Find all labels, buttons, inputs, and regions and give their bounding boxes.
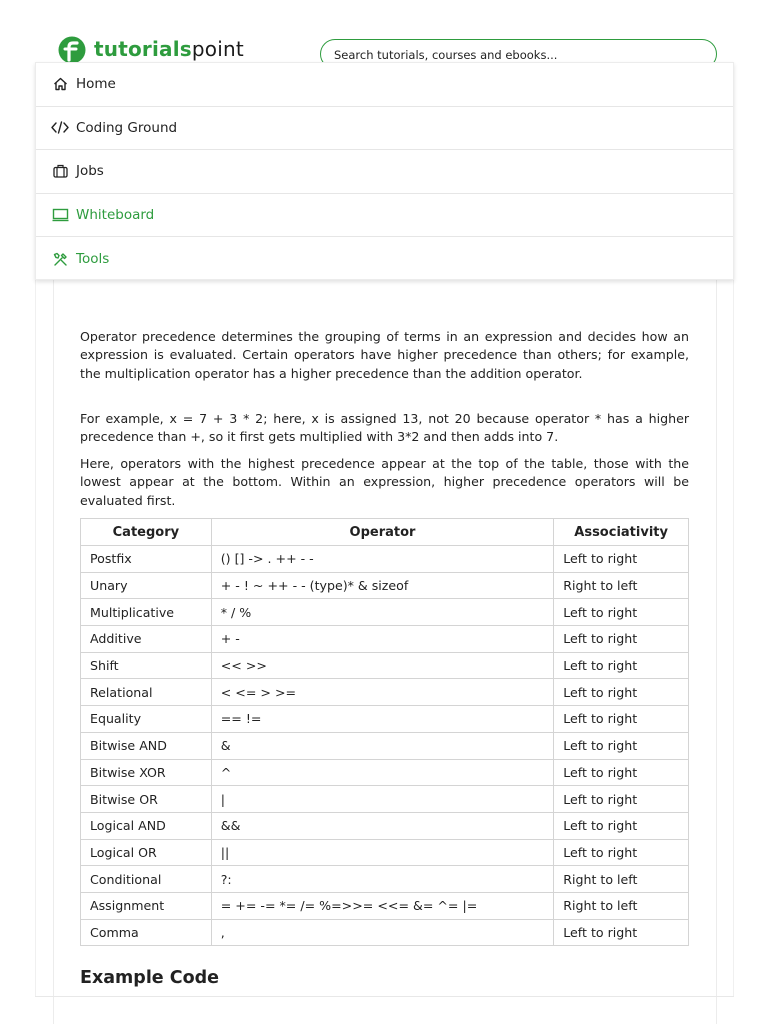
table-row xyxy=(81,732,689,759)
logo-mark-icon xyxy=(52,36,92,64)
menu-item-label: Tools xyxy=(76,251,110,268)
cell-associativity: Left to right xyxy=(554,812,689,839)
table-row xyxy=(81,652,689,679)
table-header-row xyxy=(81,519,689,546)
table-row xyxy=(81,546,689,573)
cell-operator: | xyxy=(211,786,554,813)
cell-operator: () [] -> . ++ - - xyxy=(211,546,554,573)
menu-item-label: Coding Ground xyxy=(76,119,178,136)
menu-item-jobs[interactable] xyxy=(36,150,733,194)
cell-category: Assignment xyxy=(81,892,212,919)
whiteboard-icon xyxy=(51,206,69,224)
cell-category: Shift xyxy=(81,652,212,679)
cell-operator: = += -= *= /= %=>>= <<= &= ^= |= xyxy=(211,892,554,919)
table-row xyxy=(81,892,689,919)
table-row xyxy=(81,919,689,946)
cell-category: Logical AND xyxy=(81,812,212,839)
tutorialspoint-logo[interactable] xyxy=(52,36,244,64)
article-paragraph: Operator precedence determines the grouping of terms in an expression and decides how an expression is evaluated. Certain operators have higher precedence than others; for example, the multiplication operator has a higher precedence than the addition operator. xyxy=(80,329,689,381)
tools-icon xyxy=(51,250,69,268)
cell-operator: + - xyxy=(211,626,554,653)
cell-category: Bitwise XOR xyxy=(81,759,212,786)
cell-operator: && xyxy=(211,812,554,839)
cell-associativity: Right to left xyxy=(554,572,689,599)
divider xyxy=(35,996,734,997)
cell-associativity: Left to right xyxy=(554,919,689,946)
menu-item-tools[interactable] xyxy=(36,237,733,281)
cell-category: Postfix xyxy=(81,546,212,573)
table-row xyxy=(81,572,689,599)
menu-item-label: Whiteboard xyxy=(76,207,155,224)
cell-associativity: Left to right xyxy=(554,786,689,813)
cell-operator: ^ xyxy=(211,759,554,786)
table-row xyxy=(81,759,689,786)
cell-operator: < <= > >= xyxy=(211,679,554,706)
cell-associativity: Left to right xyxy=(554,679,689,706)
cell-associativity: Left to right xyxy=(554,839,689,866)
nav-dropdown-menu xyxy=(35,62,734,280)
section-heading-example-code: Example Code xyxy=(80,968,220,988)
operator-precedence-table xyxy=(80,518,689,946)
cell-operator: == != xyxy=(211,706,554,733)
table-row xyxy=(81,599,689,626)
cell-operator: * / % xyxy=(211,599,554,626)
table-row xyxy=(81,812,689,839)
column-header-category: Category xyxy=(81,519,212,546)
cell-associativity: Left to right xyxy=(554,759,689,786)
site-header xyxy=(0,0,768,62)
cell-category: Bitwise AND xyxy=(81,732,212,759)
cell-associativity: Left to right xyxy=(554,546,689,573)
table-row xyxy=(81,866,689,893)
table-row xyxy=(81,706,689,733)
briefcase-icon xyxy=(51,162,69,180)
logo-wordmark: tutorialspoint xyxy=(94,37,244,61)
column-header-associativity: Associativity xyxy=(554,519,689,546)
cell-category: Logical OR xyxy=(81,839,212,866)
cell-category: Multiplicative xyxy=(81,599,212,626)
cell-category: Additive xyxy=(81,626,212,653)
cell-operator: || xyxy=(211,839,554,866)
cell-associativity: Left to right xyxy=(554,732,689,759)
cell-operator: + - ! ~ ++ - - (type)* & sizeof xyxy=(211,572,554,599)
table-row xyxy=(81,839,689,866)
menu-item-label: Home xyxy=(76,76,116,93)
cell-category: Conditional xyxy=(81,866,212,893)
cell-category: Relational xyxy=(81,679,212,706)
menu-item-whiteboard[interactable] xyxy=(36,194,733,238)
cell-operator: & xyxy=(211,732,554,759)
cell-category: Unary xyxy=(81,572,212,599)
cell-associativity: Left to right xyxy=(554,599,689,626)
home-icon xyxy=(51,75,69,93)
cell-associativity: Right to left xyxy=(554,892,689,919)
code-icon xyxy=(51,119,69,137)
cell-operator: , xyxy=(211,919,554,946)
cell-associativity: Right to left xyxy=(554,866,689,893)
cell-category: Comma xyxy=(81,919,212,946)
article-paragraph: For example, x = 7 + 3 * 2; here, x is assigned 13, not 20 because operator * has a higher precedence than +, so it first gets multiplied with 3*2 and then adds into 7. xyxy=(80,411,689,445)
menu-item-home[interactable] xyxy=(36,63,733,107)
cell-associativity: Left to right xyxy=(554,626,689,653)
cell-associativity: Left to right xyxy=(554,706,689,733)
cell-associativity: Left to right xyxy=(554,652,689,679)
cell-operator: << >> xyxy=(211,652,554,679)
article-paragraph: Here, operators with the highest precedence appear at the top of the table, those with the lowest appear at the bottom. Within an expression, higher precedence operators will be evaluated first. xyxy=(80,456,689,508)
cell-operator: ?: xyxy=(211,866,554,893)
table-row xyxy=(81,626,689,653)
column-header-operator: Operator xyxy=(211,519,554,546)
cell-category: Bitwise OR xyxy=(81,786,212,813)
menu-item-coding-ground[interactable] xyxy=(36,107,733,151)
table-row xyxy=(81,786,689,813)
menu-item-label: Jobs xyxy=(76,163,104,180)
cell-category: Equality xyxy=(81,706,212,733)
table-row xyxy=(81,679,689,706)
